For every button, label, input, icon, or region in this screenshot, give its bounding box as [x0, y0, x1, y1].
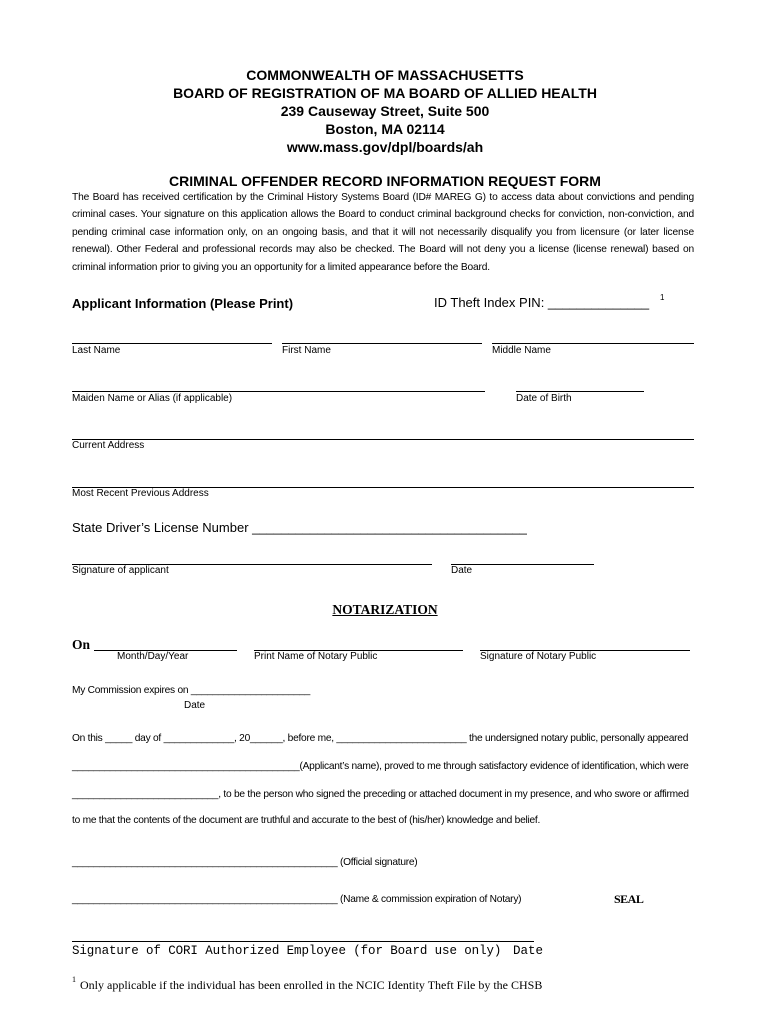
- footnote-text: Only applicable if the individual has been enrolled in the NCIC Identity Theft File by the CHSB: [80, 978, 543, 992]
- header-agency: COMMONWEALTH OF MASSACHUSETTS: [246, 67, 524, 83]
- header-website: www.mass.gov/dpl/boards/ah: [286, 139, 484, 155]
- cori-signature-label: Signature of CORI Authorized Employee (for Board use only): [72, 944, 502, 958]
- id-theft-pin-label: ID Theft Index PIN: ______________: [434, 295, 650, 310]
- notary-on-label: On: [72, 637, 91, 652]
- header-street: 239 Causeway Street, Suite 500: [280, 103, 490, 119]
- notary-signature-label: Signature of Notary Public: [480, 651, 597, 662]
- header-city: Boston, MA 02114: [325, 121, 445, 137]
- print-notary-name-label: Print Name of Notary Public: [254, 651, 378, 662]
- first-name-label: First Name: [282, 345, 331, 356]
- current-address-line[interactable]: [72, 439, 694, 440]
- commission-expires-field[interactable]: My Commission expires on ______________________: [72, 685, 311, 696]
- dob-line[interactable]: [516, 391, 644, 392]
- dob-label: Date of Birth: [516, 393, 572, 404]
- cori-signature-line[interactable]: [72, 941, 534, 942]
- commission-date-label: Date: [184, 700, 206, 711]
- header-board: BOARD OF REGISTRATION OF MA BOARD OF ALLIED HEALTH: [173, 85, 597, 101]
- notary-seal-label: SEAL: [614, 892, 644, 906]
- footnote-marker: 1: [72, 975, 76, 984]
- month-day-year-label: Month/Day/Year: [117, 651, 189, 662]
- maiden-name-line[interactable]: [72, 391, 485, 392]
- applicant-date-label: Date: [451, 565, 473, 576]
- notary-paragraph-line4: to me that the contents of the document are truthful and accurate to the best of (his/her) knowledge and belief.: [72, 815, 541, 826]
- applicant-signature-label: Signature of applicant: [72, 565, 169, 576]
- cori-date-label: Date: [513, 944, 544, 958]
- current-address-label: Current Address: [72, 440, 145, 451]
- drivers-license-field[interactable]: State Driver’s License Number ______________________________________: [72, 520, 527, 535]
- last-name-label: Last Name: [72, 345, 121, 356]
- form-title: CRIMINAL OFFENDER RECORD INFORMATION REQUEST FORM: [169, 173, 601, 189]
- notarization-title: NOTARIZATION: [332, 602, 438, 617]
- applicant-date-line[interactable]: [451, 564, 594, 565]
- notary-paragraph-line1: On this _____ day of _____________, 20______, before me, ________________________ the undersigned notary public, personally appeared: [72, 733, 689, 744]
- first-name-line[interactable]: [282, 343, 482, 344]
- id-theft-footnote-ref: 1: [660, 293, 665, 302]
- notary-name-commission-field[interactable]: _________________________________________________ (Name & commission expiration of Notary): [72, 894, 522, 905]
- notary-paragraph-line3: ___________________________, to be the person who signed the preceding or attached document in my presence, and who swore or affirmed: [72, 789, 689, 800]
- middle-name-label: Middle Name: [492, 345, 551, 356]
- middle-name-line[interactable]: [492, 343, 694, 344]
- applicant-section-title: Applicant Information (Please Print): [72, 296, 294, 311]
- last-name-line[interactable]: [72, 343, 272, 344]
- intro-paragraph: The Board has received certification by the Criminal History Systems Board (ID# MAREG G) to access data about convictions and pending criminal cases. Your signature on this application allows the Board to conduct criminal background checks for conviction, non-conviction, and pending criminal case information only, on an ongoing basis, and that it will not necessarily disqualify you from licensure (or later license renewal). Other Federal and professional records may also be checked. The Board will not deny you a license (license renewal) based on criminal information prior to giving you an opportunity for a limited appearance before the Board.: [72, 192, 694, 273]
- notary-paragraph-line2: __________________________________________(Applicant’s name), proved to me through satisfactory evidence of identification, which were: [72, 761, 689, 772]
- previous-address-label: Most Recent Previous Address: [72, 488, 209, 499]
- maiden-name-label: Maiden Name or Alias (if applicable): [72, 393, 233, 404]
- official-signature-field[interactable]: _________________________________________________ (Official signature): [72, 857, 418, 868]
